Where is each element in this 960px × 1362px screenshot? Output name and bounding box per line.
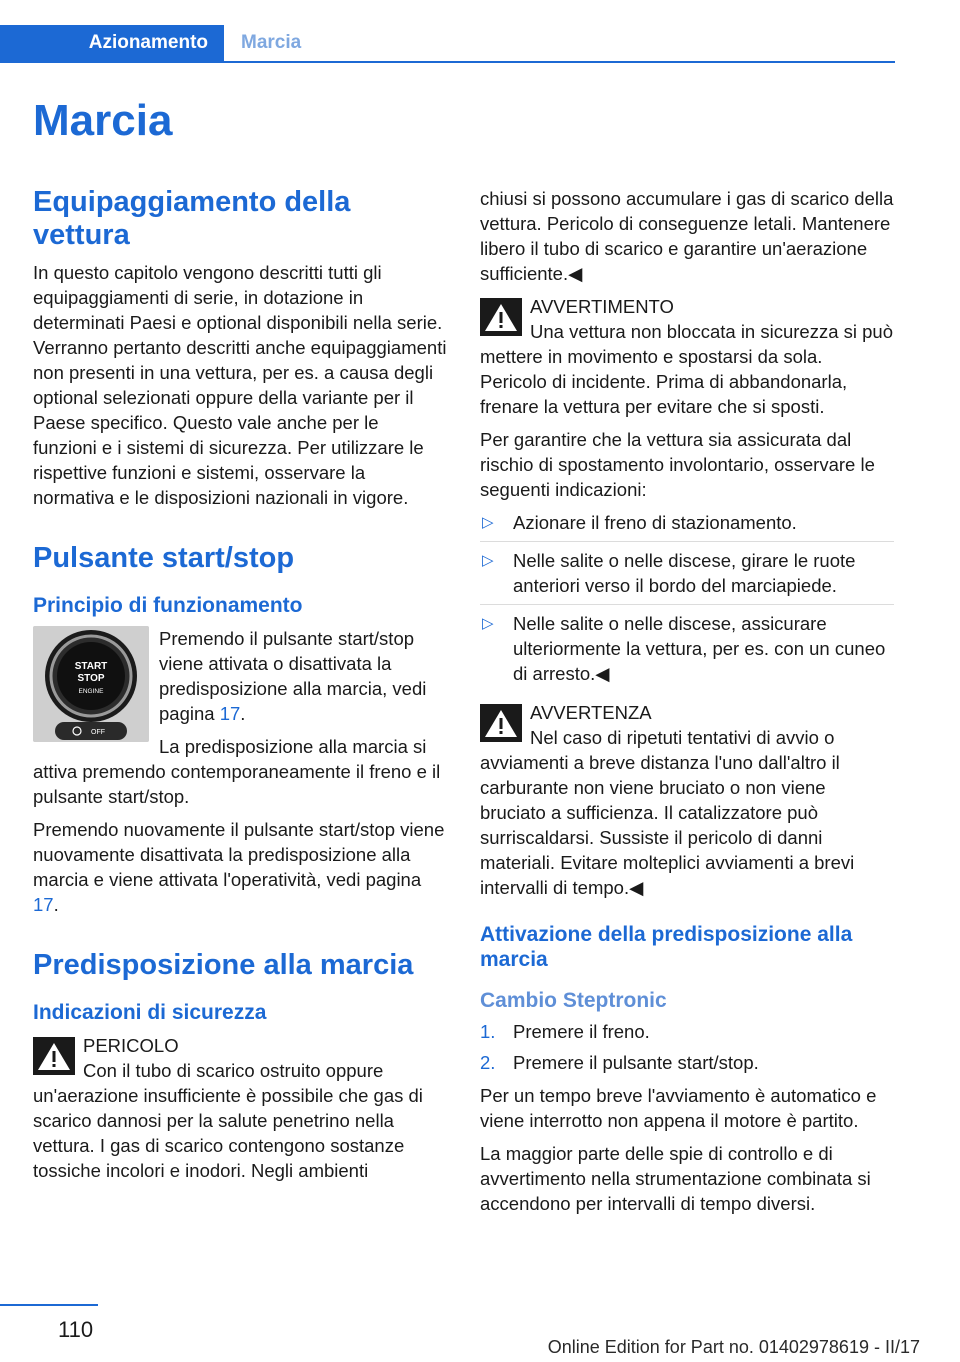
caution-title: AVVERTENZA bbox=[530, 702, 652, 723]
right-column bbox=[480, 186, 894, 1224]
button-label-off: OFF bbox=[91, 729, 105, 736]
header-bar bbox=[0, 25, 895, 63]
caution-text: Nel caso di ripetuti tentativi di avvio o avviamenti a breve distanza l'uno dall'altro il carburante non viene bruciato o non viene bruciato a sufficienza. Il catalizzatore può surriscaldarsi. Sussiste il pericolo di danni materiali. Evitare molteplici avviamenti a brevi intervalli di tempo.◀ bbox=[480, 727, 855, 898]
principle-p3-end: . bbox=[53, 894, 59, 915]
principle-title: Principio di funzionamento bbox=[33, 594, 303, 617]
page-link-17-b[interactable]: 17 bbox=[33, 894, 54, 915]
list-item bbox=[480, 611, 894, 692]
button-label-stop: STOP bbox=[77, 673, 105, 684]
caution-notice bbox=[480, 700, 894, 900]
step-text: Premere il freno. bbox=[513, 1021, 650, 1042]
page-number: 110 bbox=[58, 1317, 94, 1342]
list-item-text: Nelle salite o nelle discese, girare le ruote anteriori verso il bordo del marciapiede. bbox=[513, 550, 856, 596]
safety-title: Indicazioni di sicurezza bbox=[33, 1001, 267, 1024]
step-number: 2. bbox=[480, 1052, 496, 1073]
activation-p2: La maggior parte delle spie di controllo e di avvertimento nella strumentazione combinata si accendono per intervalli di tempo diversi. bbox=[480, 1143, 871, 1214]
left-column bbox=[33, 186, 447, 1191]
edition-note: Online Edition for Part no. 01402978619 - II/17 bbox=[547, 1337, 920, 1357]
predisposition-title: Predisposizione alla marcia bbox=[33, 949, 414, 981]
principle-block bbox=[33, 626, 447, 809]
danger-notice bbox=[33, 1033, 447, 1183]
equip-text: In questo capitolo vengono descritti tutti gli equipaggiamenti di serie, in dotazione in determinati Paesi e optional disponibili nella serie. Verranno pertanto descritti anche equipaggiamenti non presenti in una vettura, per es. a causa degli optional selezionati oppure della variante per il Paese specifico. Questo vale anche per le funzioni e i sistemi di sicurezza. Per utilizzare le rispettive funzioni e sistemi, osservare la normativa e le disposizioni nazionali in vigore. bbox=[33, 262, 447, 508]
principle-p3-text: Premendo nuovamente il pulsante start/stop viene nuovamente disattivata la predisposizione alla marcia e viene attivata l'operatività, vedi pagina bbox=[33, 819, 445, 890]
warning-triangle-icon bbox=[480, 298, 522, 336]
list-item-text: Nelle salite o nelle discese, assicurare ulteriormente la vettura, per es. con un cuneo di arresto.◀ bbox=[513, 613, 886, 684]
principle-p1-text: Premendo il pulsante start/stop viene attivata o disattivata la predisposizione alla marcia, vedi pagina bbox=[159, 628, 427, 724]
equip-title: Equipaggiamento della vettura bbox=[33, 186, 351, 251]
danger-continued: chiusi si possono accumulare i gas di scarico della vettura. Pericolo di conseguenze letali. Mantenere libero il tubo di scarico e garantire un'aerazione sufficiente.◀ bbox=[480, 188, 894, 284]
warning-triangle-icon bbox=[480, 704, 522, 742]
activation-steps bbox=[480, 1019, 894, 1075]
tab-azionamento[interactable]: Azionamento bbox=[0, 25, 224, 61]
activation-title: Attivazione della predisposizione alla marcia bbox=[480, 923, 853, 971]
warning-notice bbox=[480, 294, 894, 419]
warning-text: Una vettura non bloccata in sicurezza si può mettere in movimento e spostarsi da sola. Pericolo di incidente. Prima di abbandonarla, frenare la vettura per evitare che si sposti. bbox=[480, 321, 894, 417]
activation-p1: Per un tempo breve l'avviamento è automatico e viene interrotto non appena il motore è partito. bbox=[480, 1085, 877, 1131]
button-label-engine: ENGINE bbox=[78, 688, 104, 695]
list-item bbox=[480, 548, 894, 605]
triangle-right-icon: ▷ bbox=[482, 615, 494, 632]
list-item bbox=[480, 1019, 894, 1044]
steptronic-title: Cambio Steptronic bbox=[480, 989, 667, 1012]
triangle-right-icon: ▷ bbox=[482, 514, 494, 531]
start-stop-button-image bbox=[33, 626, 149, 742]
principle-p3 bbox=[33, 817, 447, 917]
danger-text: Con il tubo di scarico ostruito oppure un'aerazione insufficiente è possibile che gas di scarico dannosi per la salute penetrino nella vettura. I gas di scarico contengono sostanze tossiche incolori e inodori. Negli ambienti bbox=[33, 1060, 423, 1181]
principle-p2: La predisposizione alla marcia si attiva premendo contemporaneamente il freno e il pulsante start/stop. bbox=[33, 736, 441, 807]
warning-title: AVVERTIMENTO bbox=[530, 296, 674, 317]
list-item bbox=[480, 510, 894, 542]
danger-title: PERICOLO bbox=[83, 1035, 179, 1056]
tab-marcia[interactable]: Marcia bbox=[241, 32, 302, 53]
start-stop-title: Pulsante start/stop bbox=[33, 542, 295, 574]
secure-bullet-list bbox=[480, 510, 894, 692]
triangle-right-icon: ▷ bbox=[482, 552, 494, 569]
page-link-17[interactable]: 17 bbox=[219, 703, 241, 724]
list-item-text: Azionare il freno di stazionamento. bbox=[513, 512, 797, 533]
principle-p1-end: . bbox=[240, 703, 246, 724]
warning-triangle-icon bbox=[33, 1037, 75, 1075]
list-item bbox=[480, 1050, 894, 1075]
chapter-title: Marcia bbox=[33, 96, 173, 145]
footer-line bbox=[0, 1304, 98, 1306]
secure-intro: Per garantire che la vettura sia assicurata dal rischio di spostamento involontario, osservare le seguenti indicazioni: bbox=[480, 429, 875, 500]
button-label-start: START bbox=[74, 661, 108, 672]
step-number: 1. bbox=[480, 1021, 496, 1042]
step-text: Premere il pulsante start/stop. bbox=[513, 1052, 759, 1073]
